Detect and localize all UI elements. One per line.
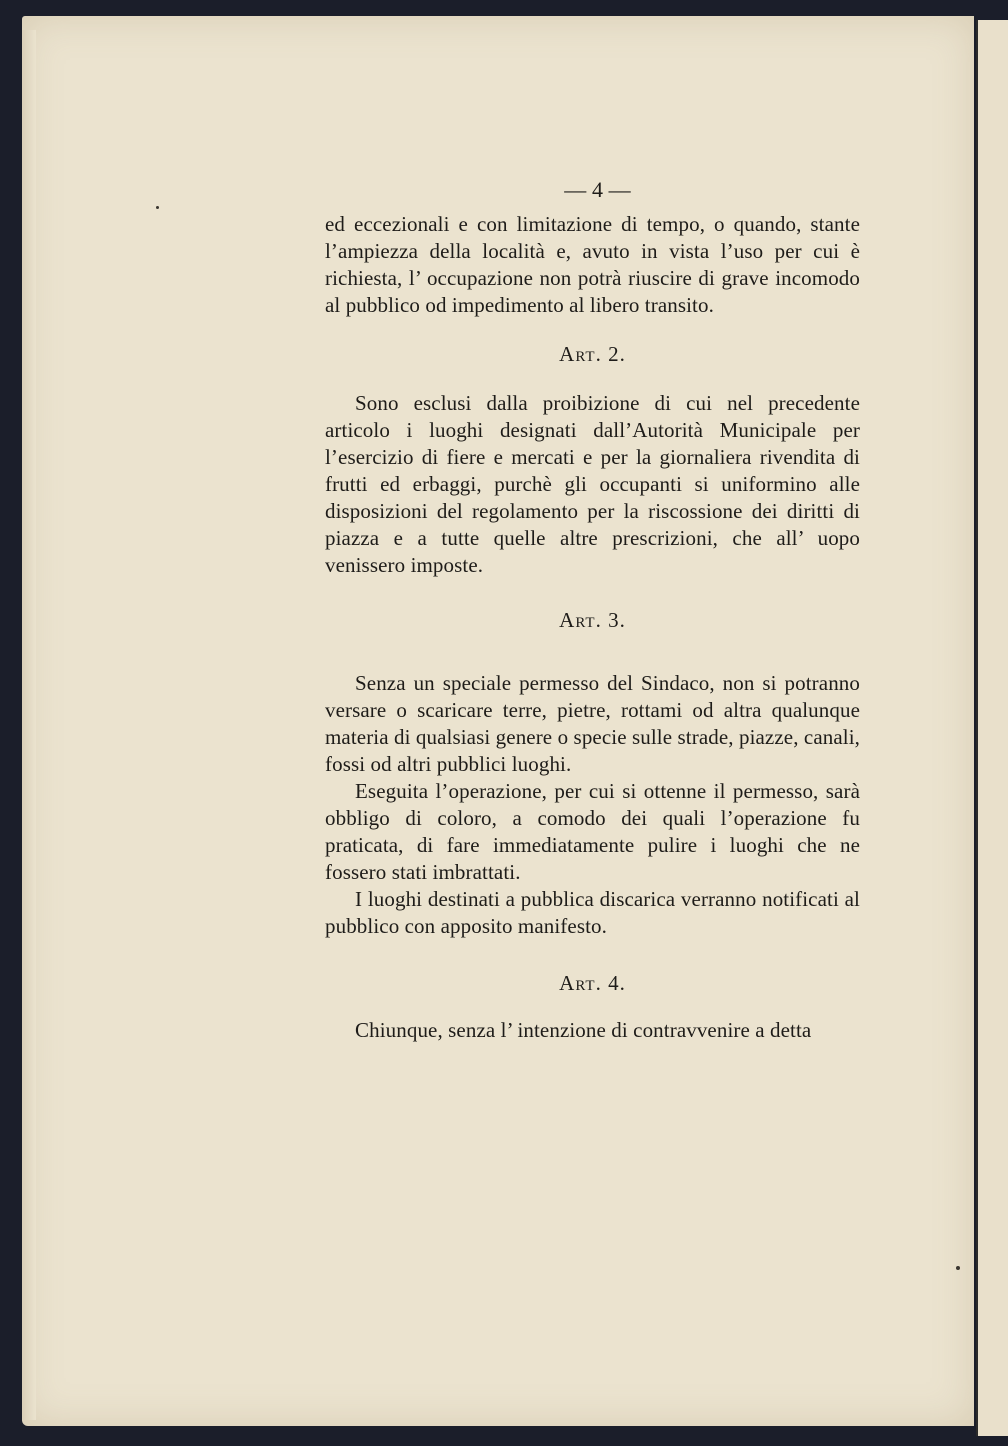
intro-paragraph: ed eccezionali e con limitazione di tempo, o quando, stante l’ampiezza della località e, avuto in vista l’uso per cui è richiesta, l’ occupazione non potrà riuscire di grave incomodo al pubblico od impedimento al libero transito.	[325, 212, 860, 317]
article-2-heading: Art. 2.	[559, 342, 626, 366]
article-3-paragraph: I luoghi destinati a pubblica discarica verranno notificati al pubblico con apposito manifesto.	[325, 887, 860, 938]
article-3-heading: Art. 3.	[559, 608, 626, 632]
article-4-heading: Art. 4.	[559, 971, 626, 995]
ink-speck	[956, 1266, 960, 1270]
article-3-paragraph: Eseguita l’operazione, per cui si ottenne il permesso, sarà obbligo di coloro, a comodo dei quali l’operazione fu praticata, di fare immediatamente pulire i luoghi che ne fossero stati imbrattati.	[325, 779, 860, 884]
ink-speck	[156, 206, 159, 209]
page-edge-shadow	[22, 30, 36, 1420]
article-4-text: Chiunque, senza l’ intenzione di contravvenire a detta	[355, 1018, 812, 1042]
page-number: — 4 —	[564, 177, 631, 202]
article-2-text: Sono esclusi dalla proibizione di cui nel precedente articolo i luoghi designati dall’Autorità Municipale per l’esercizio di fiere e mercati e per la giornaliera rivendita di frutti ed erbaggi, purchè gli occupanti si uniformino alle disposizioni del regolamento per la riscossione dei diritti di piazza e a tutte quelle altre prescrizioni, che all’ uopo venissero imposte.	[325, 391, 860, 577]
adjacent-page-edge	[976, 20, 1008, 1436]
article-3-paragraph: Senza un speciale permesso del Sindaco, non si potranno versare o scaricare terre, pietre, rottami od altra qualunque materia di qualsiasi genere o specie sulle strade, piazze, canali, fossi od altri pubblici luoghi.	[325, 671, 860, 776]
page-text	[325, 176, 860, 1044]
